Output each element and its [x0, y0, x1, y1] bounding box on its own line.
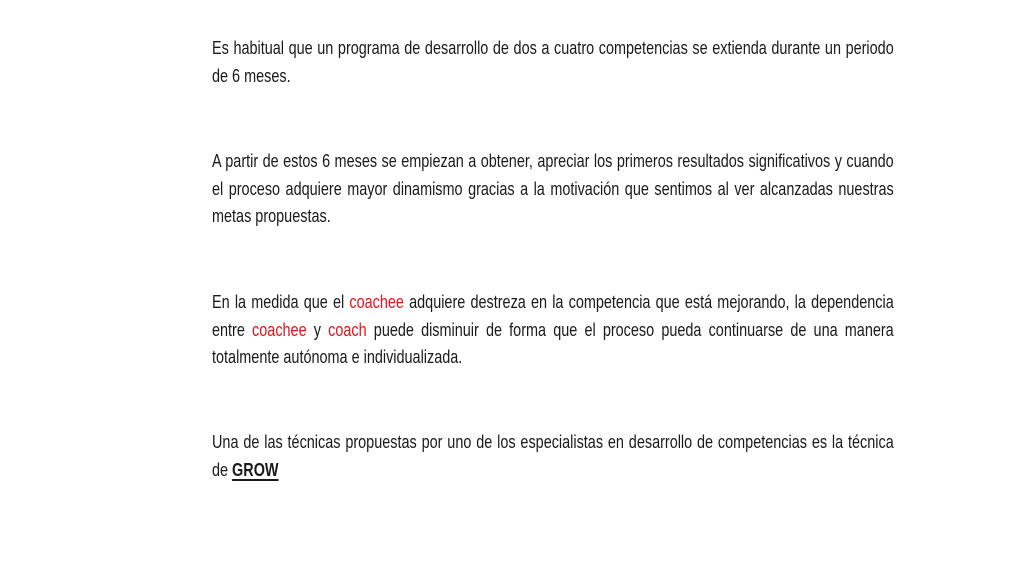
paragraph-results-text: A partir de estos 6 meses se empiezan a obtener, apreciar los primeros resultados significativos y cuando el proceso adquiere mayor dinamismo gracias a la motivación que sentimos al ver alcanzadas nuestras metas propuestas.	[212, 150, 894, 226]
paragraph-autonomy-part3: y	[306, 318, 329, 340]
paragraph-autonomy-part4: puede disminuir de forma que el proceso pueda continuarse de una manera totalmente autónoma e individualizada.	[212, 318, 894, 367]
paragraph-grow-text: Una de las técnicas propuestas por uno de los especialistas en desarrollo de competencias es la técnica de	[212, 431, 894, 480]
paragraph-autonomy-part1: En la medida que el	[212, 291, 350, 312]
paragraph-autonomy	[212, 288, 894, 371]
paragraph-results	[212, 147, 894, 230]
paragraph-duration-text: Es habitual que un programa de desarrollo de dos a cuatro competencias se extienda durante un periodo de 6 meses.	[212, 37, 894, 86]
paragraph-duration	[212, 34, 894, 89]
paragraph-autonomy-part2: adquiere destreza en la competencia que está mejorando, la dependencia entre	[212, 291, 894, 340]
highlight-coachee-2: coachee	[252, 318, 307, 340]
paragraph-grow	[212, 428, 894, 483]
grow-emphasis: GROW	[232, 458, 279, 480]
highlight-coach: coach	[328, 318, 367, 340]
highlight-coachee: coachee	[349, 291, 404, 312]
